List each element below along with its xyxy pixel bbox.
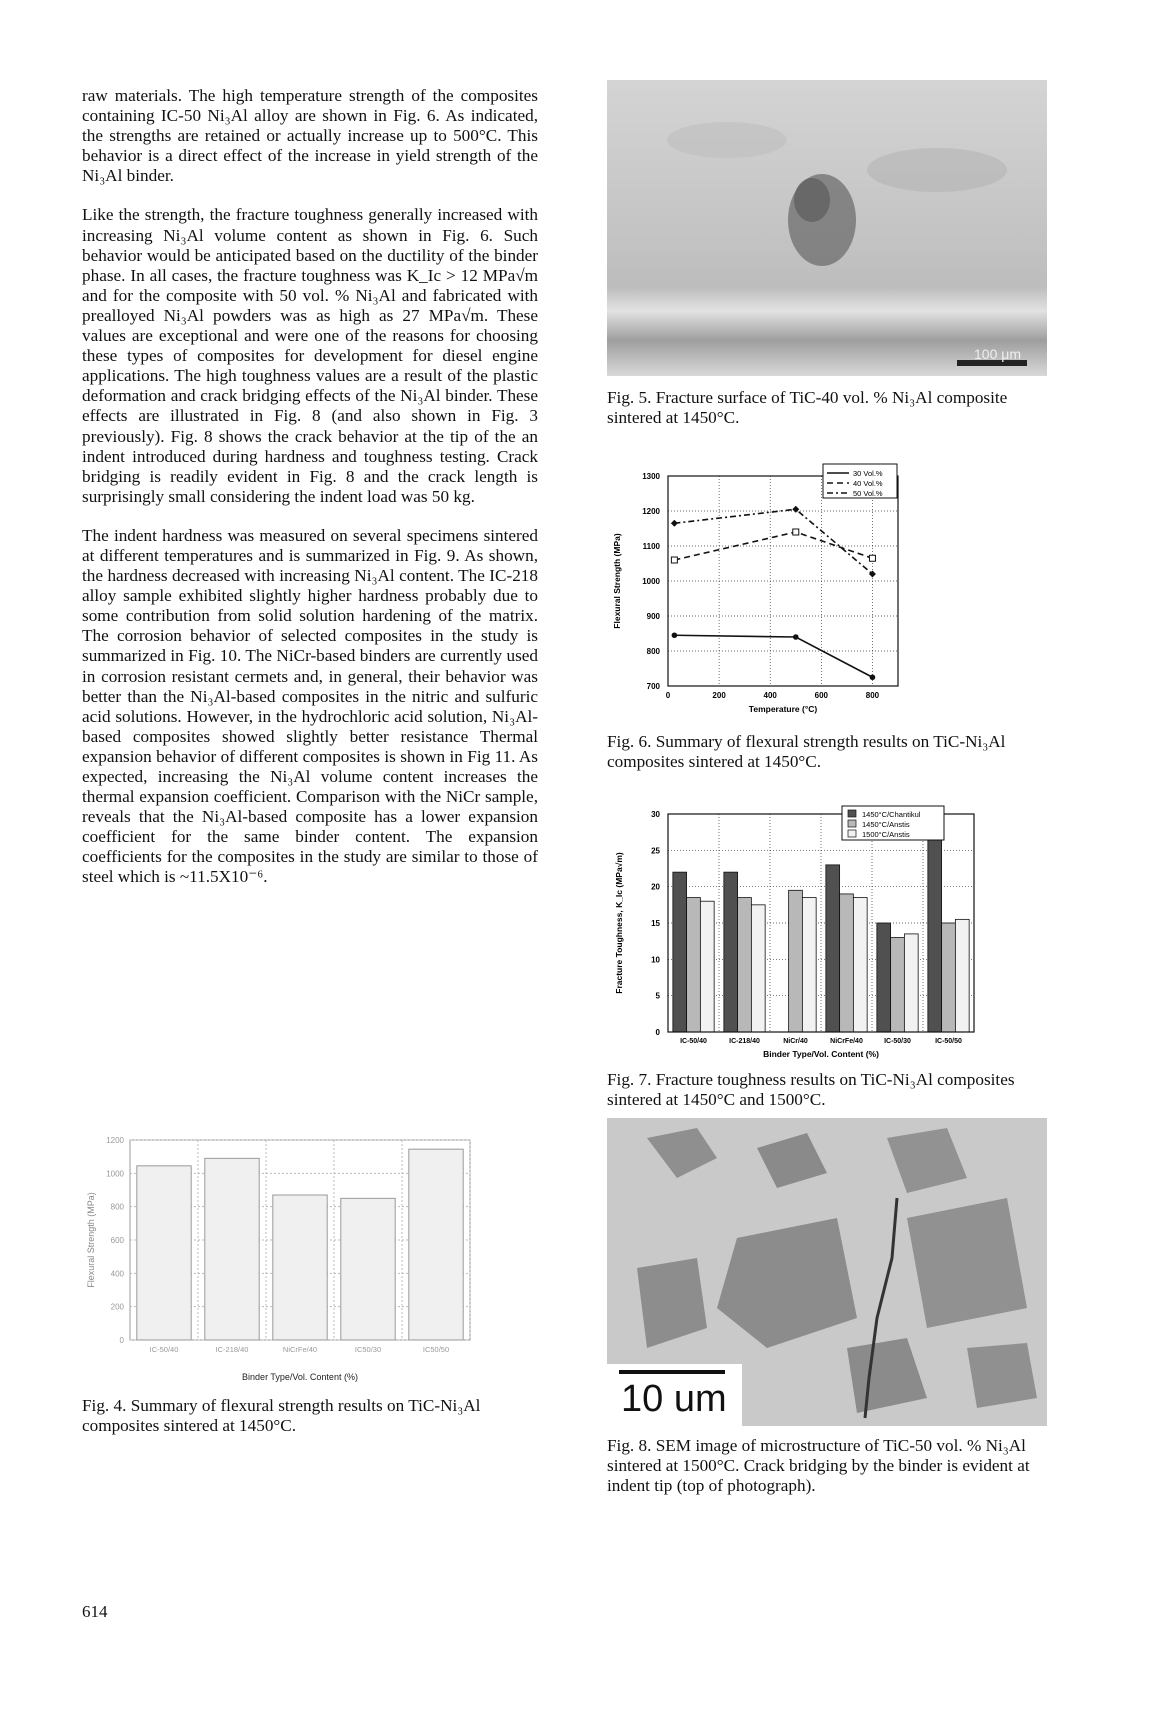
x-tick-label: IC50/50 [422, 1345, 450, 1354]
x-tick-label: NiCrFe/40 [830, 1038, 863, 1045]
x-tick-label: IC-50/50 [935, 1038, 962, 1045]
fig5-scale-label: 100 μm [974, 346, 1021, 362]
data-point [793, 634, 799, 640]
legend-label: 1450°C/Anstis [862, 820, 910, 829]
fig8-scale-label: 10 um [621, 1378, 727, 1420]
y-tick-label: 400 [110, 1269, 124, 1279]
data-point [869, 555, 875, 561]
bar [840, 894, 854, 1032]
fig8-scale-box [607, 1364, 742, 1426]
page-number: 614 [82, 1602, 108, 1621]
bar [891, 938, 905, 1032]
x-tick-label: IC-218/40 [215, 1345, 249, 1354]
x-tick-label: 400 [763, 691, 777, 700]
y-tick-label: 0 [119, 1336, 124, 1345]
fig7-chart [600, 804, 1010, 1066]
paragraph-3: The indent hardness was measured on several specimens sintered at different temperatures and is summarized in Fig. 9. As shown, the hardness decreased with increasing Ni₃Al content. The IC-218 alloy sample exhibited slightly higher hardness probably due to some contribution from solid solution hardening of the matrix. The corrosion behavior of selected composites in the study is summarized in Fig. 10. The NiCr-based binders are currently used in corrosion resistant cermets and, in general, their behavior was better than the Ni₃Al-based composites in the nitric and sulfuric acid solutions. However, in the hydrochloric acid solution, Ni₃Al-based composites showed slightly better resistance Thermal expansion behavior of different composites is shown in Fig 11. As expected, increasing the Ni₃Al volume content increases the thermal expansion coefficient. Comparison with the NiCr sample, reveals that the Ni₃Al-based composite has a lower expansion coefficient for the same binder content. The expansion coefficients for the composites in the study are similar to those of steel which is ~11.5X10⁻⁶. [82, 525, 538, 887]
bar [826, 865, 840, 1032]
x-tick-label: 200 [712, 691, 726, 700]
bar [137, 1166, 191, 1340]
bar [955, 919, 969, 1032]
x-axis-label: Temperature (°C) [748, 704, 818, 714]
y-tick-label: 1100 [642, 542, 660, 551]
bar [789, 890, 803, 1032]
legend-label: 1450°C/Chantikul [862, 810, 921, 819]
legend-label: 40 Vol.% [853, 479, 883, 488]
data-point [870, 674, 876, 680]
x-tick-label: NiCr/40 [783, 1038, 808, 1045]
legend-label: 50 Vol.% [853, 489, 883, 498]
y-tick-label: 900 [646, 612, 660, 621]
bar [724, 872, 738, 1032]
fig5-photo [607, 80, 1047, 376]
x-tick-label: IC-50/40 [680, 1038, 707, 1045]
y-tick-label: 700 [646, 682, 660, 691]
fig8-caption: Fig. 8. SEM image of microstructure of TiC-50 vol. % Ni₃Al sintered at 1500°C. Crack bridging by the binder is evident at indent tip (top of photograph). [607, 1436, 1030, 1495]
y-tick-label: 30 [651, 810, 660, 819]
data-point [671, 557, 677, 563]
bar [853, 898, 867, 1032]
bar [751, 905, 765, 1032]
bar [877, 923, 891, 1032]
y-tick-label: 20 [651, 882, 660, 892]
fig4-chart [78, 1128, 478, 1388]
y-tick-label: 1300 [642, 472, 660, 481]
series-line [674, 635, 872, 677]
bar [802, 898, 816, 1032]
bar [409, 1149, 463, 1340]
fig4-caption: Fig. 4. Summary of flexural strength results on TiC-Ni₃Al composites sintered at 1450°C. [82, 1396, 481, 1435]
y-tick-label: 600 [110, 1236, 124, 1245]
fig8-photo [607, 1118, 1047, 1426]
y-tick-label: 5 [655, 991, 660, 1001]
x-tick-label: IC-50/40 [149, 1345, 179, 1354]
bar [273, 1195, 327, 1340]
x-tick-label: 0 [665, 691, 671, 700]
data-point [672, 632, 678, 638]
data-point [792, 506, 799, 513]
y-axis-label: Fracture Toughness, K_Ic (MPa√m) [614, 852, 624, 994]
bar [700, 901, 714, 1032]
x-tick-label: 800 [865, 691, 880, 700]
bar [341, 1198, 395, 1340]
y-tick-label: 200 [110, 1302, 124, 1312]
bar [687, 898, 701, 1032]
data-point [793, 529, 799, 535]
fig5-caption: Fig. 5. Fracture surface of TiC-40 vol. % Ni₃Al composite sintered at 1450°C. [607, 388, 1008, 427]
legend-swatch [848, 810, 856, 817]
y-tick-label: 10 [651, 955, 660, 965]
legend-swatch [848, 820, 856, 827]
y-tick-label: 800 [646, 647, 660, 656]
fig6-chart [600, 462, 1000, 722]
x-axis-label: Binder Type/Vol. Content (%) [763, 1049, 879, 1059]
y-tick-label: 15 [651, 919, 660, 928]
y-tick-label: 800 [110, 1202, 124, 1212]
x-tick-label: IC-218/40 [729, 1038, 760, 1045]
bar [673, 872, 687, 1032]
legend-label: 30 Vol.% [853, 469, 883, 478]
data-point [671, 520, 678, 527]
paragraph-2: Like the strength, the fracture toughness generally increased with increasing Ni₃Al volume content as shown in Fig. 6. Such behavior would be anticipated based on the ductility of the binder phase. In all cases, the fracture toughness was K_Ic > 12 MPa√m and for the composite with 50 vol. % Ni₃Al and fabricated with prealloyed Ni₃Al powders was as high as 27 MPa√m. These values are exceptional and were one of the reasons for choosing these types of composites for development for diesel engine applications. The high toughness values are a result of the plastic deformation and crack bridging effects of the Ni₃Al binder. These effects are illustrated in Fig. 8 (and also shown in Fig. 3 previously). Fig. 8 shows the crack behavior at the tip of the an indent introduced during hardness and toughness testing. Crack bridging is readily evident in Fig. 8 and the crack length is surprisingly small considering the indent load was 50 kg. [82, 205, 538, 506]
legend-swatch [848, 830, 856, 837]
x-axis-label: Binder Type/Vol. Content (%) [242, 1372, 358, 1382]
bar [904, 934, 918, 1032]
y-tick-label: 1200 [106, 1136, 124, 1145]
bar [205, 1158, 259, 1340]
bar [928, 836, 942, 1032]
x-tick-label: IC-50/30 [884, 1038, 911, 1045]
y-tick-label: 0 [655, 1028, 660, 1037]
fig7-caption: Fig. 7. Fracture toughness results on TiC-Ni₃Al composites sintered at 1450°C and 1500°C. [607, 1070, 1015, 1109]
series-line [674, 509, 872, 574]
paragraph-1: raw materials. The high temperature strength of the composites containing IC-50 Ni₃Al alloy are shown in Fig. 6. As indicated, the strengths are retained or actually increase up to 500°C. This behavior is a direct effect of the increase in yield strength of the Ni₃Al binder. [82, 86, 538, 186]
y-tick-label: 1000 [106, 1169, 124, 1179]
y-tick-label: 1200 [642, 507, 660, 516]
left-text-column [82, 86, 538, 907]
x-tick-label: IC50/30 [354, 1345, 382, 1354]
x-tick-label: NiCrFe/40 [282, 1345, 318, 1354]
x-tick-label: 600 [814, 691, 829, 700]
bar [942, 923, 956, 1032]
y-axis-label: Flexural Strength (MPa) [612, 533, 622, 629]
y-tick-label: 25 [651, 846, 660, 856]
legend-label: 1500°C/Anstis [862, 830, 910, 839]
bar [738, 898, 752, 1032]
y-axis-label: Flexural Strength (MPa) [86, 1192, 96, 1288]
fig6-caption: Fig. 6. Summary of flexural strength results on TiC-Ni₃Al composites sintered at 1450°C. [607, 732, 1006, 771]
y-tick-label: 1000 [642, 577, 660, 586]
